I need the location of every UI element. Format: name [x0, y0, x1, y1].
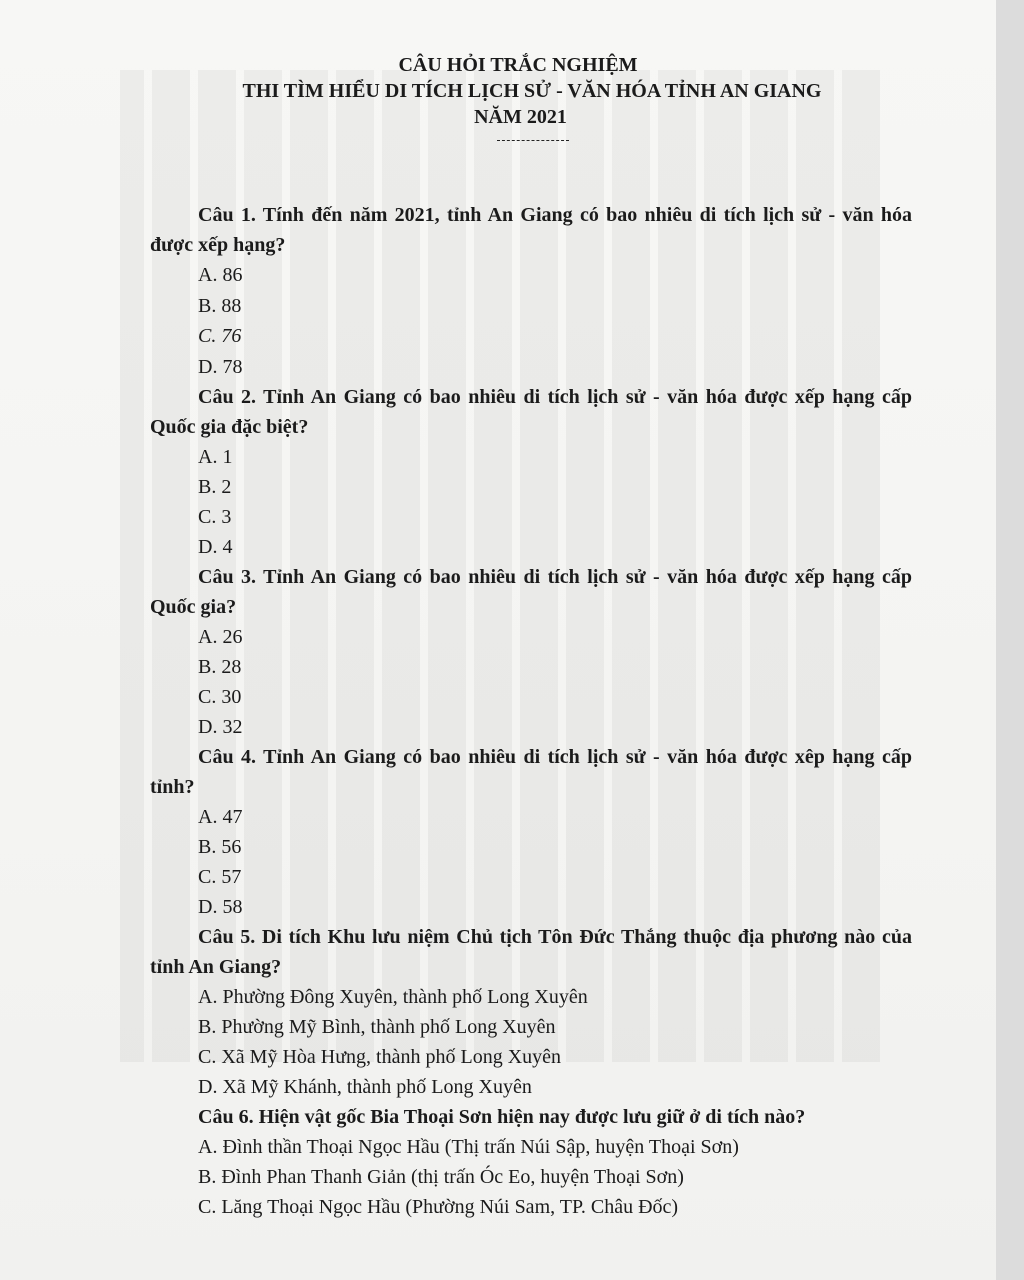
option: C. Lăng Thoại Ngọc Hầu (Phường Núi Sam, TP. Châu Đốc) — [198, 1196, 679, 1218]
option: A. 47 — [198, 806, 243, 828]
option: B. 88 — [198, 294, 242, 317]
question-1 — [150, 200, 912, 382]
option: C. 76 — [198, 325, 242, 347]
question-text: Câu 1. Tính đến năm 2021, tỉnh An Giang có bao nhiêu di tích lịch sử - văn hóa được xếp hạng? — [150, 204, 912, 256]
question-6 — [150, 1102, 912, 1222]
question-5 — [150, 922, 912, 1102]
option: D. 58 — [198, 896, 243, 918]
question-text: Câu 3. Tỉnh An Giang có bao nhiêu di tích lịch sử - văn hóa được xếp hạng cấp Quốc gia? — [150, 566, 912, 618]
question-4 — [150, 742, 912, 922]
option: C. 57 — [198, 866, 242, 888]
option-list — [150, 982, 912, 1102]
option: D. 32 — [198, 716, 243, 738]
option-list — [150, 802, 912, 922]
option-list — [150, 442, 912, 562]
option: C. 30 — [198, 686, 242, 708]
option: C. 3 — [198, 506, 232, 528]
question-list — [150, 200, 912, 1222]
question-2 — [150, 382, 912, 562]
header-title: CÂU HỎI TRẮC NGHIỆM — [398, 54, 638, 76]
option-list — [150, 622, 912, 742]
background-edge — [996, 0, 1024, 1280]
option: B. 28 — [198, 656, 242, 678]
option: C. Xã Mỹ Hòa Hưng, thành phố Long Xuyên — [198, 1046, 562, 1068]
option: D. 78 — [198, 355, 243, 378]
option-list — [150, 1132, 912, 1222]
option: D. 4 — [198, 536, 233, 558]
option: B. Đình Phan Thanh Giản (thị trấn Óc Eo, huyện Thoại Sơn) — [198, 1166, 684, 1188]
header-year: NĂM 2021 — [474, 106, 567, 128]
option: B. Phường Mỹ Bình, thành phố Long Xuyên — [198, 1016, 556, 1038]
header-subtitle: THI TÌM HIỂU DI TÍCH LỊCH SỬ - VĂN HÓA TỈNH AN GIANG — [242, 80, 822, 102]
option: B. 56 — [198, 836, 242, 858]
option: B. 2 — [198, 476, 232, 498]
option: A. 1 — [198, 446, 233, 468]
option-list — [150, 260, 912, 382]
option: A. Đình thần Thoại Ngọc Hầu (Thị trấn Núi Sập, huyện Thoại Sơn) — [198, 1136, 739, 1158]
question-text: Câu 2. Tỉnh An Giang có bao nhiêu di tích lịch sử - văn hóa được xếp hạng cấp Quốc gia đặc biệt? — [150, 386, 912, 438]
question-3 — [150, 562, 912, 742]
option: A. 86 — [198, 264, 243, 286]
document-header — [0, 52, 996, 130]
question-text: Câu 4. Tỉnh An Giang có bao nhiêu di tích lịch sử - văn hóa được xêp hạng cấp tỉnh? — [150, 746, 912, 798]
option: D. Xã Mỹ Khánh, thành phố Long Xuyên — [198, 1076, 532, 1098]
header-divider — [497, 140, 569, 141]
option: A. Phường Đông Xuyên, thành phố Long Xuyên — [198, 986, 588, 1008]
question-text: Câu 5. Di tích Khu lưu niệm Chủ tịch Tôn Đức Thắng thuộc địa phương nào của tỉnh An Giang? — [150, 926, 912, 978]
question-text: Câu 6. Hiện vật gốc Bia Thoại Sơn hiện nay được lưu giữ ở di tích nào? — [198, 1106, 806, 1128]
option: A. 26 — [198, 626, 243, 648]
